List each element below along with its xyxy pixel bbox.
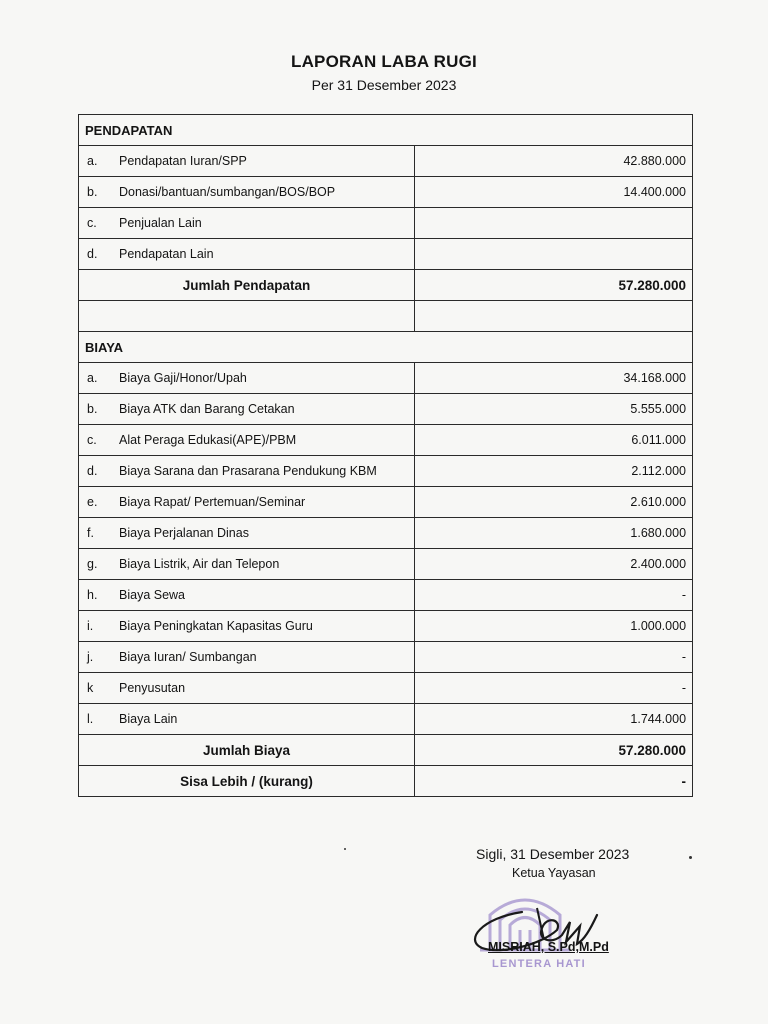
income-statement-table	[78, 114, 693, 797]
section-pendapatan	[79, 115, 693, 146]
item-label: Biaya Lain	[119, 712, 178, 726]
item-letter: b.	[87, 185, 98, 199]
section-heading: BIAYA	[79, 332, 693, 363]
item-letter: d.	[87, 464, 98, 478]
item-amount: -	[415, 673, 693, 704]
item-label: Donasi/bantuan/sumbangan/BOS/BOP	[119, 185, 336, 199]
item-amount: 2.400.000	[415, 549, 693, 580]
item-letter: g.	[87, 557, 98, 571]
paper-speck	[344, 848, 346, 850]
sisa-lebih-row	[79, 766, 693, 797]
sisa-label: Sisa Lebih / (kurang)	[79, 766, 415, 797]
item-amount	[415, 239, 693, 270]
item-amount: 6.011.000	[415, 425, 693, 456]
total-amount: 57.280.000	[415, 270, 693, 301]
item-label: Biaya Rapat/ Pertemuan/Seminar	[119, 495, 306, 509]
item-label: Biaya Listrik, Air dan Telepon	[119, 557, 280, 571]
item-amount: 34.168.000	[415, 363, 693, 394]
item-label: Biaya Perjalanan Dinas	[119, 526, 249, 540]
item-amount: 5.555.000	[415, 394, 693, 425]
item-label: Biaya Sewa	[119, 588, 186, 602]
table-row	[79, 456, 693, 487]
item-letter: c.	[87, 433, 97, 447]
item-label: Biaya Sarana dan Prasarana Pendukung KBM	[119, 464, 377, 478]
item-letter: d.	[87, 247, 98, 261]
total-label: Jumlah Pendapatan	[79, 270, 415, 301]
table-row	[79, 363, 693, 394]
report-date: Per 31 Desember 2023	[311, 77, 457, 93]
item-amount	[415, 208, 693, 239]
table-row	[79, 580, 693, 611]
paper-speck	[689, 856, 692, 859]
total-amount: 57.280.000	[415, 735, 693, 766]
sisa-amount: -	[415, 766, 693, 797]
item-amount: 2.610.000	[415, 487, 693, 518]
item-letter: j.	[87, 650, 94, 664]
stamp-text: LENTERA HATI	[492, 958, 586, 970]
total-biaya-row	[79, 735, 693, 766]
item-label: Alat Peraga Edukasi(APE)/PBM	[119, 433, 297, 447]
item-amount: -	[415, 642, 693, 673]
item-label: Pendapatan Lain	[119, 247, 214, 261]
table-row	[79, 177, 693, 208]
item-label: Penjualan Lain	[119, 216, 202, 230]
item-amount: 42.880.000	[415, 146, 693, 177]
item-letter: b.	[87, 402, 98, 416]
table-row	[79, 518, 693, 549]
report-title: LAPORAN LABA RUGI	[291, 52, 477, 71]
item-amount: -	[415, 580, 693, 611]
table-row	[79, 642, 693, 673]
spacer-row	[79, 301, 693, 332]
table-row	[79, 394, 693, 425]
total-pendapatan-row	[79, 270, 693, 301]
table-row	[79, 673, 693, 704]
item-letter: k	[87, 681, 94, 695]
item-amount: 1.000.000	[415, 611, 693, 642]
table-row	[79, 611, 693, 642]
table-row	[79, 425, 693, 456]
item-letter: e.	[87, 495, 98, 509]
item-letter: i.	[87, 619, 94, 633]
item-amount: 2.112.000	[415, 456, 693, 487]
item-letter: h.	[87, 588, 98, 602]
table-row	[79, 487, 693, 518]
signature-role: Ketua Yayasan	[512, 866, 596, 880]
item-label: Penyusutan	[119, 681, 186, 695]
total-label: Jumlah Biaya	[79, 735, 415, 766]
item-amount: 14.400.000	[415, 177, 693, 208]
table-row	[79, 549, 693, 580]
item-label: Pendapatan Iuran/SPP	[119, 154, 247, 168]
section-biaya	[79, 332, 693, 363]
signature-place-date: Sigli, 31 Desember 2023	[476, 846, 630, 862]
item-label: Biaya ATK dan Barang Cetakan	[119, 402, 295, 416]
item-letter: l.	[87, 712, 94, 726]
item-letter: a.	[87, 371, 98, 385]
item-letter: f.	[87, 526, 94, 540]
table-row	[79, 704, 693, 735]
item-label: Biaya Iuran/ Sumbangan	[119, 650, 257, 664]
item-letter: c.	[87, 216, 97, 230]
table-row	[79, 239, 693, 270]
table-row	[79, 146, 693, 177]
item-label: Biaya Peningkatan Kapasitas Guru	[119, 619, 313, 633]
item-label: Biaya Gaji/Honor/Upah	[119, 371, 247, 385]
signatory-name: MISRIAH, S.Pd,M.Pd	[488, 940, 609, 954]
item-amount: 1.744.000	[415, 704, 693, 735]
table-row	[79, 208, 693, 239]
item-amount: 1.680.000	[415, 518, 693, 549]
section-heading: PENDAPATAN	[79, 115, 693, 146]
item-letter: a.	[87, 154, 98, 168]
